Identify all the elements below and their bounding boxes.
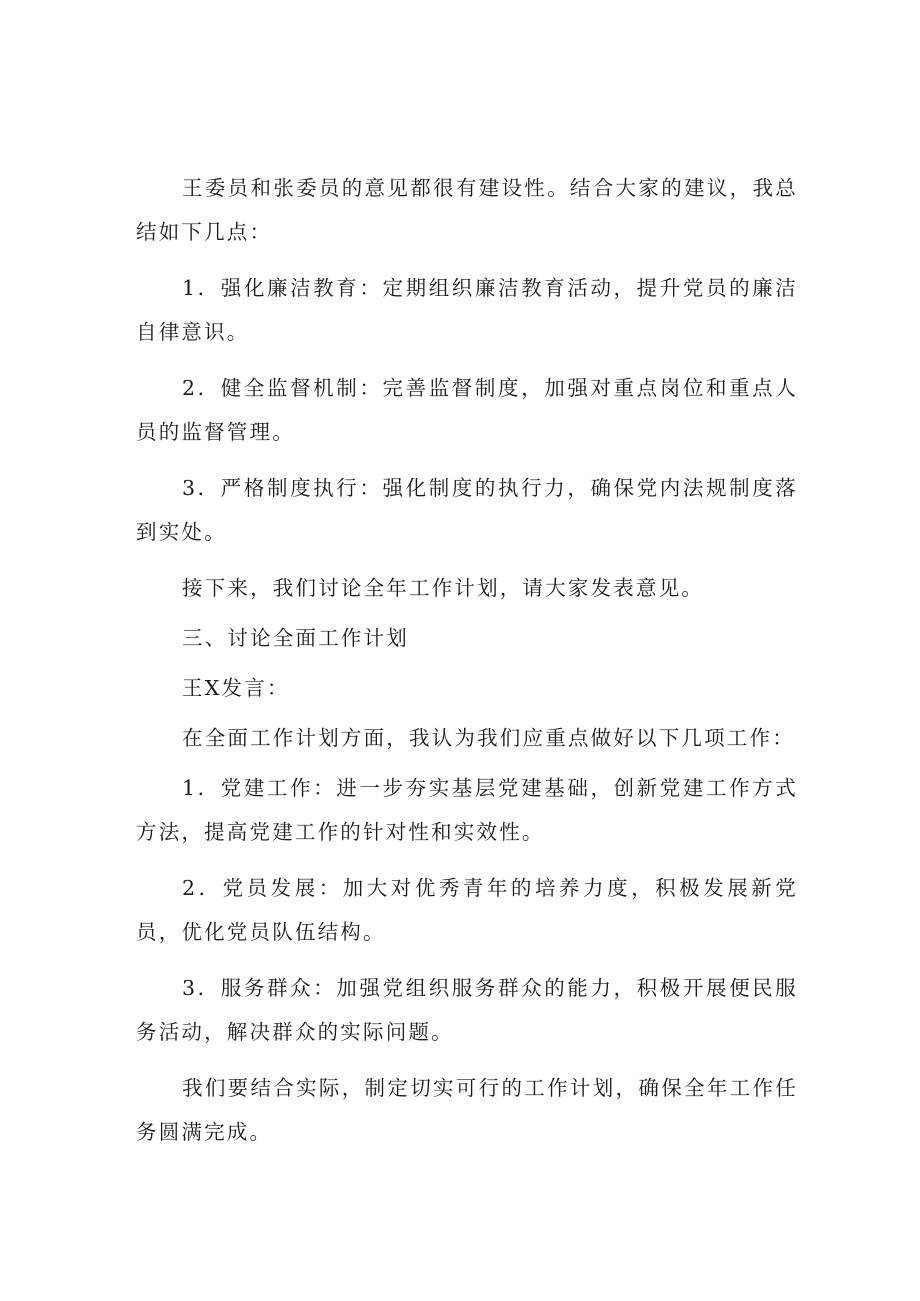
paragraph-point-1-integrity-education: 1．强化廉洁教育：定期组织廉洁教育活动，提升党员的廉洁自律意识。 — [136, 276, 798, 344]
paragraph-work-plan-intro: 在全面工作计划方面，我认为我们应重点做好以下几项工作： — [182, 726, 795, 750]
speaker-label: 王X发言： — [182, 676, 290, 700]
paragraph-point-3-enforcement: 3．严格制度执行：强化制度的执行力，确保党内法规制度落到实处。 — [136, 476, 798, 544]
paragraph-plan-3-serving-public: 3．服务群众：加强党组织服务群众的能力，积极开展便民服务活动，解决群众的实际问题。 — [136, 976, 798, 1044]
section-heading-work-plan: 三、讨论全面工作计划 — [182, 626, 409, 650]
paragraph-plan-1-party-building: 1．党建工作：进一步夯实基层党建基础，创新党建工作方式方法，提高党建工作的针对性和实效性。 — [136, 776, 798, 844]
paragraph-summary-intro: 王委员和张委员的意见都很有建设性。结合大家的建议，我总结如下几点： — [136, 176, 798, 244]
document-body — [136, 166, 798, 1166]
paragraph-next-topic: 接下来，我们讨论全年工作计划，请大家发表意见。 — [182, 576, 705, 600]
paragraph-plan-2-member-development: 2．党员发展：加大对优秀青年的培养力度，积极发展新党员，优化党员队伍结构。 — [136, 876, 798, 944]
paragraph-conclusion: 我们要结合实际，制定切实可行的工作计划，确保全年工作任务圆满完成。 — [136, 1076, 798, 1144]
paragraph-point-2-supervision: 2．健全监督机制：完善监督制度，加强对重点岗位和重点人员的监督管理。 — [136, 376, 798, 444]
